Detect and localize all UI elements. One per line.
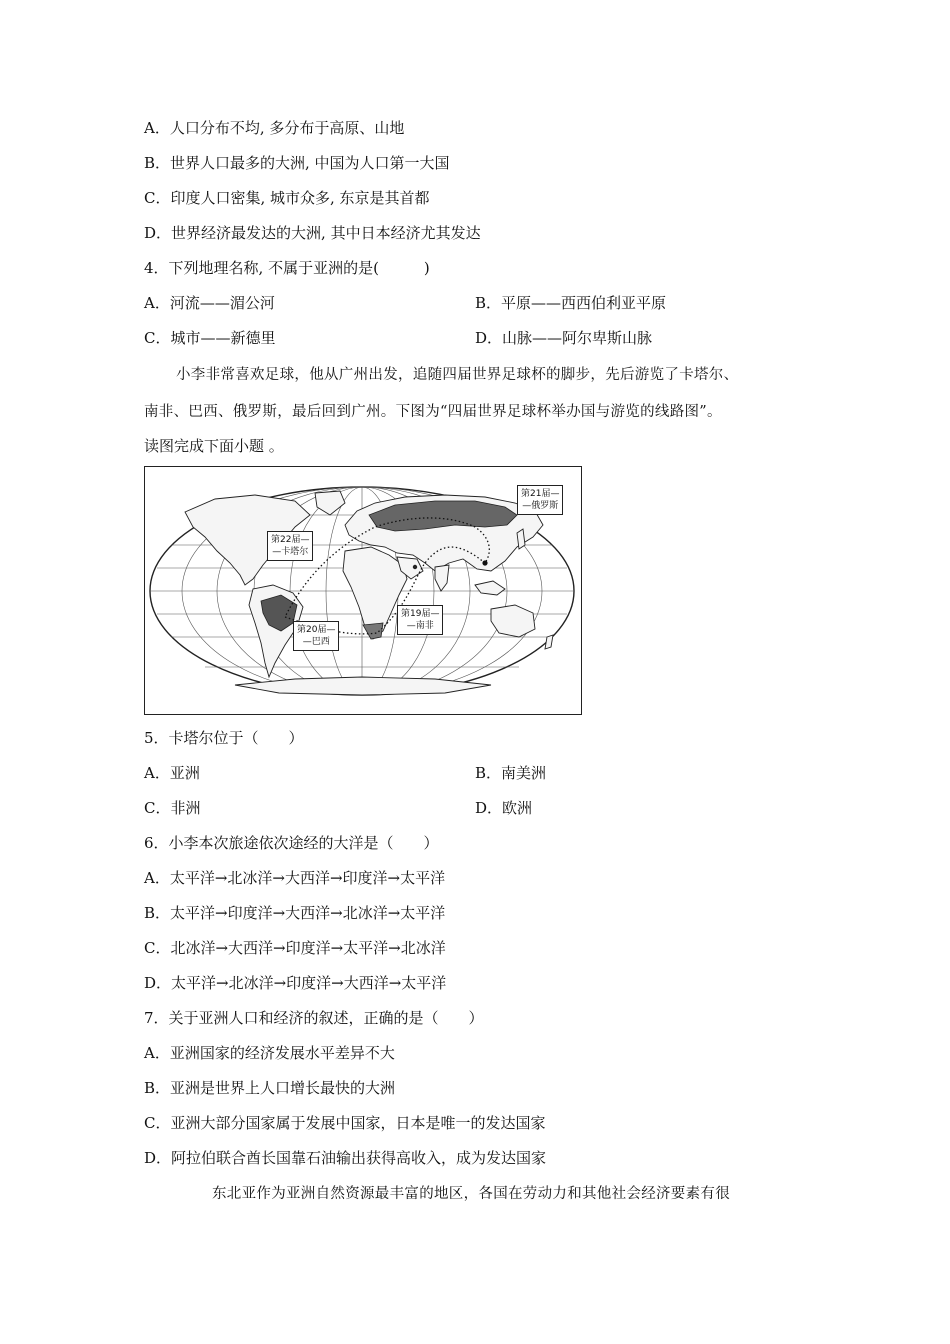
passage2-line1: 东北亚作为亚洲自然资源最丰富的地区，各国在劳动力和其他社会经济要素有很 [212,1186,730,1202]
q6-option-a: A．太平洋→北冰洋→大西洋→印度洋→太平洋 [144,869,446,887]
q4-option-b: B．平原——西西伯利亚平原 [475,294,667,312]
q3-option-b: B．世界人口最多的大洲, 中国为人口第一大国 [144,154,450,172]
q7-option-c: C．亚洲大部分国家属于发展中国家，日本是唯一的发达国家 [144,1114,546,1132]
label-brazil-line2: —巴西 [302,637,330,647]
label-brazil-line1: 第20届— [297,625,336,635]
south-africa-shade [363,623,383,639]
q7-stem: 7．关于亚洲人口和经济的叙述，正确的是（ ） [144,1009,484,1027]
label-south-africa-line2: —南非 [406,621,434,631]
q6-option-d: D．太平洋→北冰洋→印度洋→大西洋→太平洋 [144,974,447,992]
q5-option-a: A．亚洲 [144,764,200,782]
q5-option-c: C．非洲 [144,799,201,817]
passage1-line1: 小李非常喜欢足球，他从广州出发，追随四届世界足球杯的脚步，先后游览了卡塔尔、 [176,367,739,383]
label-qatar-line1: 第22届— [271,535,310,545]
q3-option-d: D．世界经济最发达的大洲, 其中日本经济尤其发达 [144,224,481,242]
guangzhou-dot [482,560,487,565]
label-qatar-line2: —卡塔尔 [272,547,309,557]
q6-stem: 6．小李本次旅途依次途经的大洋是（ ） [144,834,439,852]
q4-option-a: A．河流——湄公河 [144,294,275,312]
world-cup-route-map [144,466,582,715]
q6-option-c: C．北冰洋→大西洋→印度洋→太平洋→北冰洋 [144,939,446,957]
q7-option-a: A．亚洲国家的经济发展水平差异不大 [144,1044,395,1062]
label-russia [517,485,563,515]
label-south-africa [397,605,443,635]
q5-stem: 5．卡塔尔位于（ ） [144,729,304,747]
q4-stem: 4．下列地理名称, 不属于亚洲的是( ) [144,259,430,277]
q6-option-b: B．太平洋→印度洋→大西洋→北冰洋→太平洋 [144,904,446,922]
q4-option-d: D．山脉——阿尔卑斯山脉 [475,329,653,347]
q3-option-c: C．印度人口密集, 城市众多, 东京是其首都 [144,189,430,207]
label-qatar [267,531,313,561]
label-brazil [293,621,339,651]
passage1-line3: 读图完成下面小题 。 [144,437,284,455]
q5-option-d: D．欧洲 [475,799,533,817]
label-russia-line2: —俄罗斯 [522,501,559,511]
q7-option-d: D．阿拉伯联合酋长国靠石油输出获得高收入，成为发达国家 [144,1149,547,1167]
q3-option-a: A．人口分布不均, 多分布于高原、山地 [144,119,405,137]
q5-option-b: B．南美洲 [475,764,547,782]
world-map-graphic [145,467,580,713]
passage1-line2: 南非、巴西、俄罗斯，最后回到广州。下图为“四届世界足球杯举办国与游览的线路图”。 [144,404,722,420]
q4-option-c: C．城市——新德里 [144,329,276,347]
label-russia-line1: 第21届— [521,489,560,499]
qatar-dot [413,565,417,569]
q7-option-b: B．亚洲是世界上人口增长最快的大洲 [144,1079,396,1097]
label-south-africa-line1: 第19届— [401,609,440,619]
